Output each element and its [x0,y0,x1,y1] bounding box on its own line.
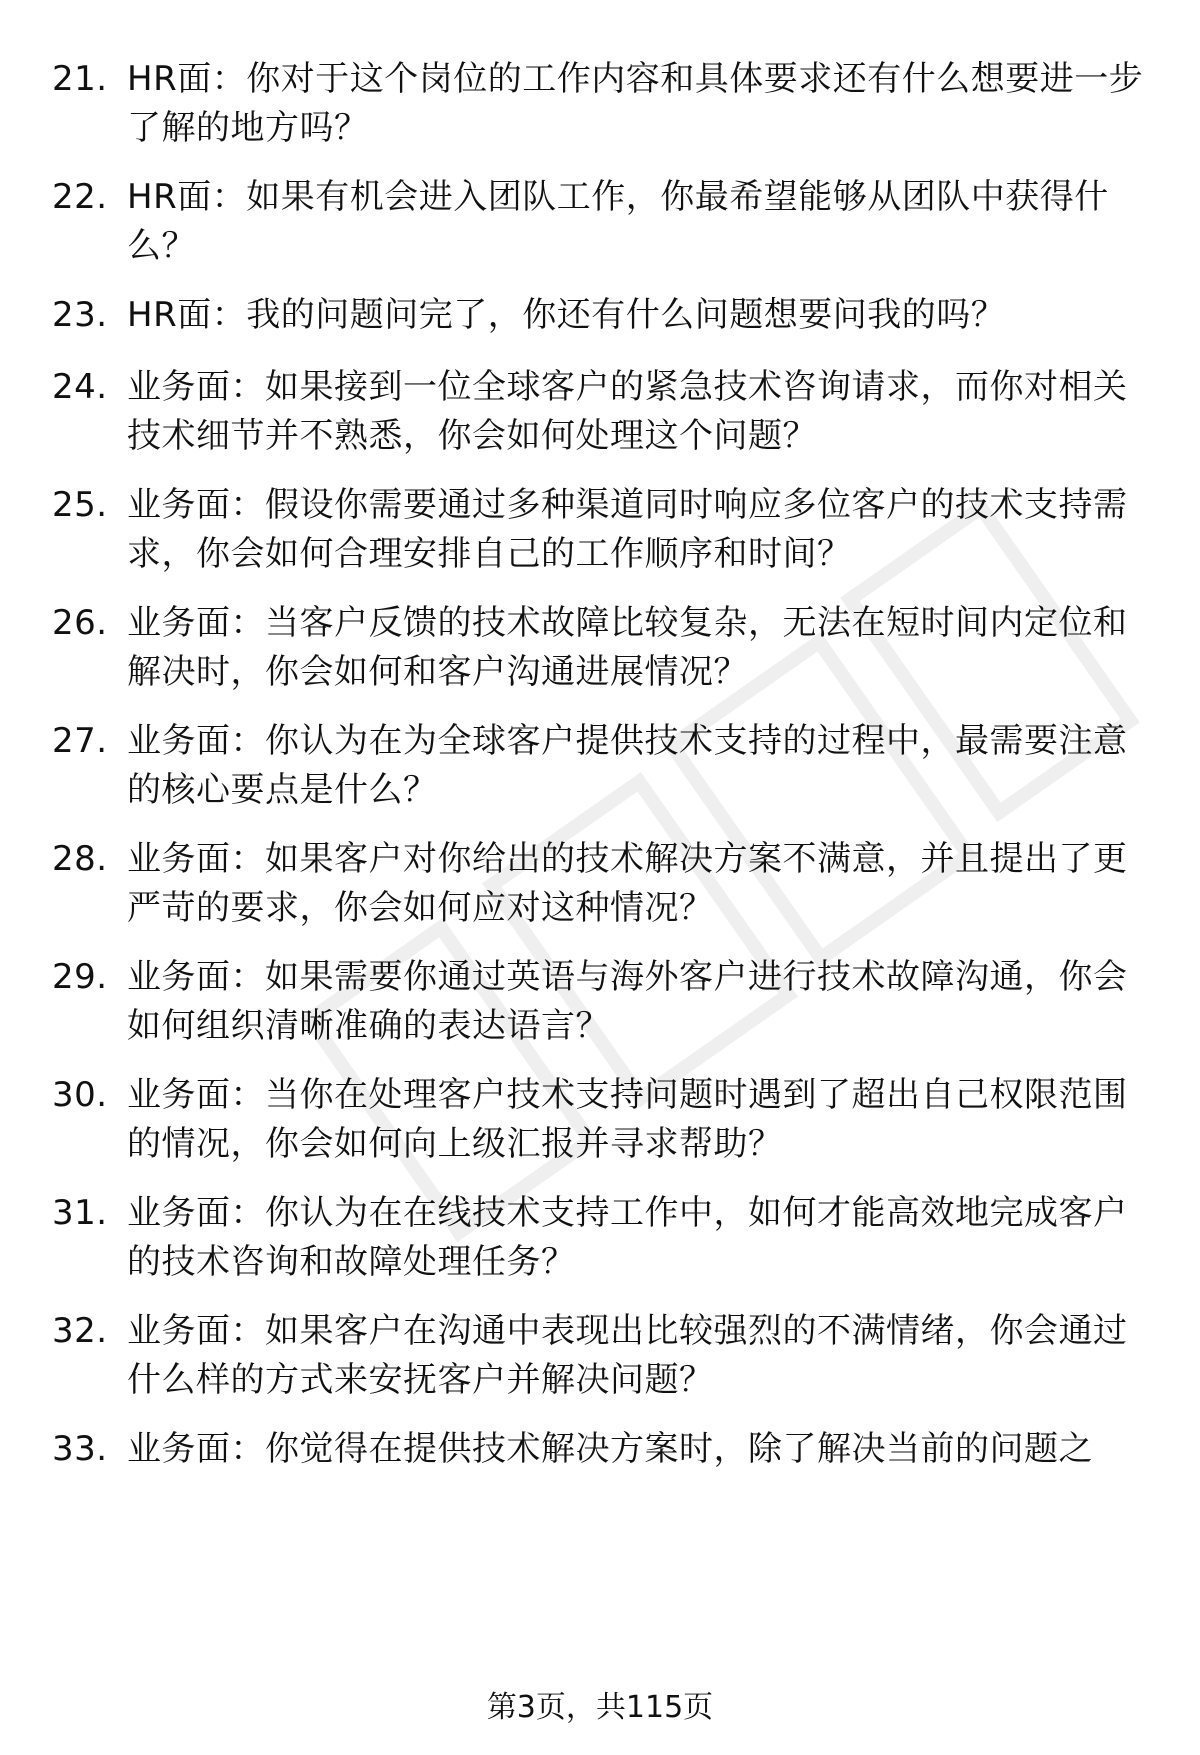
question-number: 25. [52,485,108,525]
question-text: 业务面：你觉得在提供技术解决方案时，除了解决当前的问题之 [127,1429,1093,1469]
question-number: 32. [52,1311,108,1351]
question-text: 业务面：如果接到一位全球客户的紧急技术咨询请求，而你对相关技术细节并不熟悉，你会如何处理这个问题？ [127,367,1128,456]
question-number: 24. [52,367,108,407]
question-number: 31. [52,1193,108,1233]
question-text: 业务面：你认为在为全球客户提供技术支持的过程中，最需要注意的核心要点是什么？ [127,721,1128,810]
question-number: 22. [52,177,108,217]
question-text: HR面：我的问题问完了，你还有什么问题想要问我的吗？ [127,295,1006,335]
question-text: 业务面：如果客户在沟通中表现出比较强烈的不满情绪，你会通过什么样的方式来安抚客户并解决问题？ [127,1311,1128,1400]
question-number: 23. [52,295,108,335]
question-text: HR面：你对于这个岗位的工作内容和具体要求还有什么想要进一步了解的地方吗？ [127,59,1144,148]
question-text: 业务面：当客户反馈的技术故障比较复杂，无法在短时间内定位和解决时，你会如何和客户沟通进展情况？ [127,603,1128,692]
question-number: 33. [52,1429,108,1469]
question-number: 26. [52,603,108,643]
question-text: 业务面：当你在处理客户技术支持问题时遇到了超出自己权限范围的情况，你会如何向上级汇报并寻求帮助？ [127,1075,1128,1164]
question-number: 28. [52,839,108,879]
question-number: 30. [52,1075,108,1115]
question-text: 业务面：你认为在在线技术支持工作中，如何才能高效地完成客户的技术咨询和故障处理任务？ [127,1193,1128,1282]
question-number: 29. [52,957,108,997]
question-number: 27. [52,721,108,761]
page-footer: 第3页，共115页 [486,1690,714,1725]
question-text: 业务面：如果客户对你给出的技术解决方案不满意，并且提出了更严苛的要求，你会如何应对这种情况？ [127,839,1128,928]
question-text: HR面：如果有机会进入团队工作，你最希望能够从团队中获得什么？ [127,177,1109,266]
question-text: 业务面：假设你需要通过多种渠道同时响应多位客户的技术支持需求，你会如何合理安排自己的工作顺序和时间？ [127,485,1128,574]
question-text: 业务面：如果需要你通过英语与海外客户进行技术故障沟通，你会如何组织清晰准确的表达语言？ [127,957,1128,1046]
question-number: 21. [52,59,108,99]
